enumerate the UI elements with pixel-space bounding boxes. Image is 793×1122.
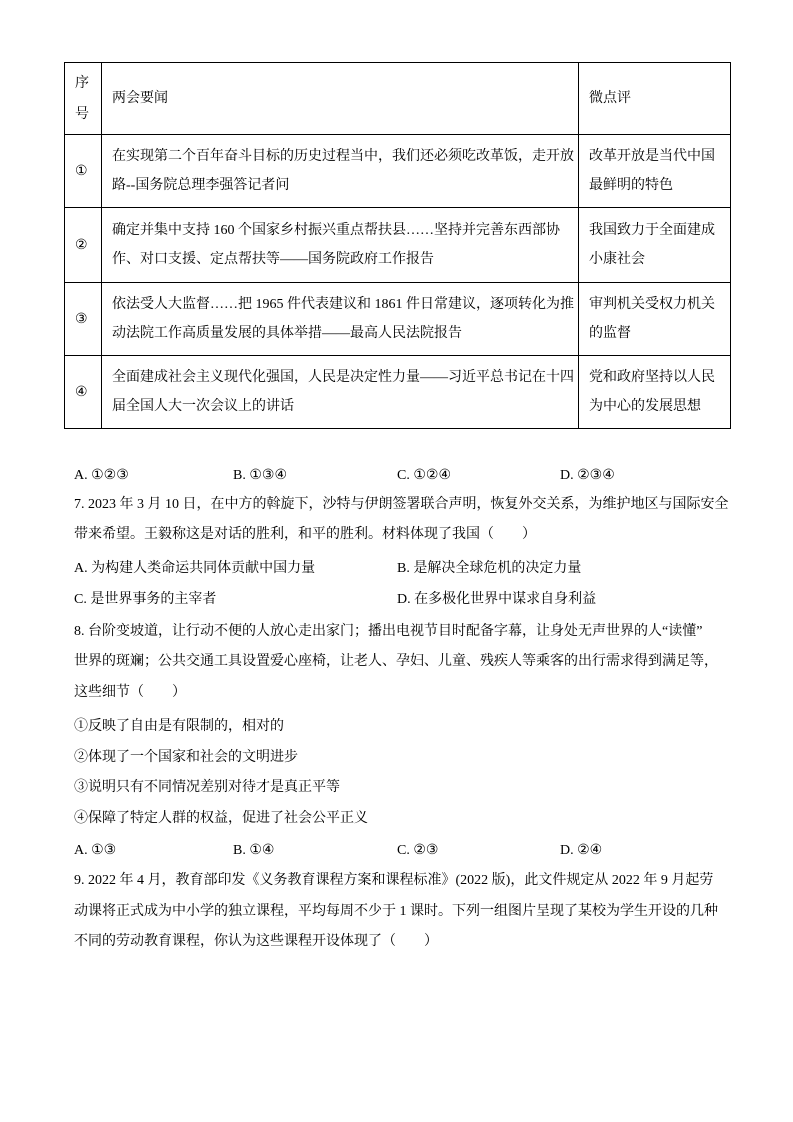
header-news: 两会要闻 xyxy=(102,63,579,135)
row-comment xyxy=(579,356,731,429)
q6-option-b: B. ①③④ xyxy=(233,468,287,483)
row-number: ③ xyxy=(65,283,102,356)
table-row xyxy=(65,208,731,283)
row-comment xyxy=(579,135,731,208)
news-line: 届全国人大一次会议上的讲话 xyxy=(112,399,294,414)
q6-option-a: A. ①②③ xyxy=(74,468,129,483)
comment-line: 为中心的发展思想 xyxy=(589,399,701,414)
comment-line: 党和政府坚持以人民 xyxy=(589,370,715,385)
comment-line: 改革开放是当代中国 xyxy=(589,149,715,164)
table-header-row xyxy=(65,63,731,135)
q7-option-c: C. 是世界事务的主宰者 xyxy=(74,592,217,607)
q8-option-a: A. ①③ xyxy=(74,843,117,858)
q6-option-d: D. ②③④ xyxy=(560,468,615,483)
q9-stem-line: 不同的劳动教育课程，你认为这些课程开设体现了（ ） xyxy=(74,934,438,949)
comment-line: 审判机关受权力机关 xyxy=(589,297,715,312)
table-row xyxy=(65,135,731,208)
q8-stem-line: 世界的斑斓；公共交通工具设置爱心座椅，让老人、孕妇、儿童、残疾人等乘客的出行需求得到满足等， xyxy=(74,654,718,669)
comment-line: 最鲜明的特色 xyxy=(589,178,673,193)
news-line: 在实现第二个百年奋斗目标的历史过程当中，我们还必须吃改革饭，走开放 xyxy=(112,149,574,164)
row-number: ① xyxy=(65,135,102,208)
table-row xyxy=(65,356,731,429)
q8-stem-line: 这些细节（ ） xyxy=(74,685,186,700)
row-comment xyxy=(579,208,731,283)
q7-stem-line: 7. 2023 年 3 月 10 日，在中方的斡旋下，沙特与伊朗签署联合声明，恢复外交关系，为维护地区与国际安全 xyxy=(74,497,729,512)
q6-option-c: C. ①②④ xyxy=(397,468,451,483)
q8-statement: ①反映了自由是有限制的，相对的 xyxy=(74,719,284,734)
news-line: 全面建成社会主义现代化强国，人民是决定性力量——习近平总书记在十四 xyxy=(112,370,574,385)
q8-option-d: D. ②④ xyxy=(560,843,603,858)
q7-stem-line: 带来希望。王毅称这是对话的胜利，和平的胜利。材料体现了我国（ ） xyxy=(74,527,536,542)
row-number: ② xyxy=(65,208,102,283)
news-line: 依法受人大监督……把 1965 件代表建议和 1861 件日常建议，逐项转化为推 xyxy=(112,297,574,312)
q8-option-b: B. ①④ xyxy=(233,843,275,858)
q8-statement: ②体现了一个国家和社会的文明进步 xyxy=(74,750,298,765)
comment-line: 我国致力于全面建成 xyxy=(589,223,715,238)
row-news xyxy=(102,135,579,208)
news-line: 作、对口支援、定点帮扶等——国务院政府工作报告 xyxy=(112,252,434,267)
q8-statement: ③说明只有不同情况差别对待才是真正平等 xyxy=(74,780,340,795)
q9-stem-line: 动课将正式成为中小学的独立课程，平均每周不少于 1 课时。下列一组图片呈现了某校为学生开设的几种 xyxy=(74,904,718,919)
row-comment xyxy=(579,283,731,356)
news-line: 动法院工作高质量发展的具体举措——最高人民法院报告 xyxy=(112,326,462,341)
row-number: ④ xyxy=(65,356,102,429)
q8-stem-line: 8. 台阶变坡道，让行动不便的人放心走出家门；播出电视节目时配备字幕，让身处无声世界的人“读懂” xyxy=(74,624,703,639)
q9-stem-line: 9. 2022 年 4 月，教育部印发《义务教育课程方案和课程标准》(2022 版)，此文件规定从 2022 年 9 月起劳 xyxy=(74,873,714,888)
comment-line: 的监督 xyxy=(589,326,631,341)
header-number: 序号 xyxy=(65,63,102,135)
table-row xyxy=(65,283,731,356)
news-table xyxy=(64,62,731,429)
q7-option-d: D. 在多极化世界中谋求自身利益 xyxy=(397,592,597,607)
q7-option-b: B. 是解决全球危机的决定力量 xyxy=(397,561,582,576)
header-comment: 微点评 xyxy=(579,63,731,135)
news-line: 确定并集中支持 160 个国家乡村振兴重点帮扶县……坚持并完善东西部协 xyxy=(112,223,560,238)
q8-statement: ④保障了特定人群的权益，促进了社会公平正义 xyxy=(74,811,368,826)
row-news xyxy=(102,283,579,356)
q8-option-c: C. ②③ xyxy=(397,843,439,858)
news-line: 路--国务院总理李强答记者问 xyxy=(112,178,290,193)
row-news xyxy=(102,208,579,283)
q7-option-a: A. 为构建人类命运共同体贡献中国力量 xyxy=(74,561,316,576)
comment-line: 小康社会 xyxy=(589,252,645,267)
row-news xyxy=(102,356,579,429)
